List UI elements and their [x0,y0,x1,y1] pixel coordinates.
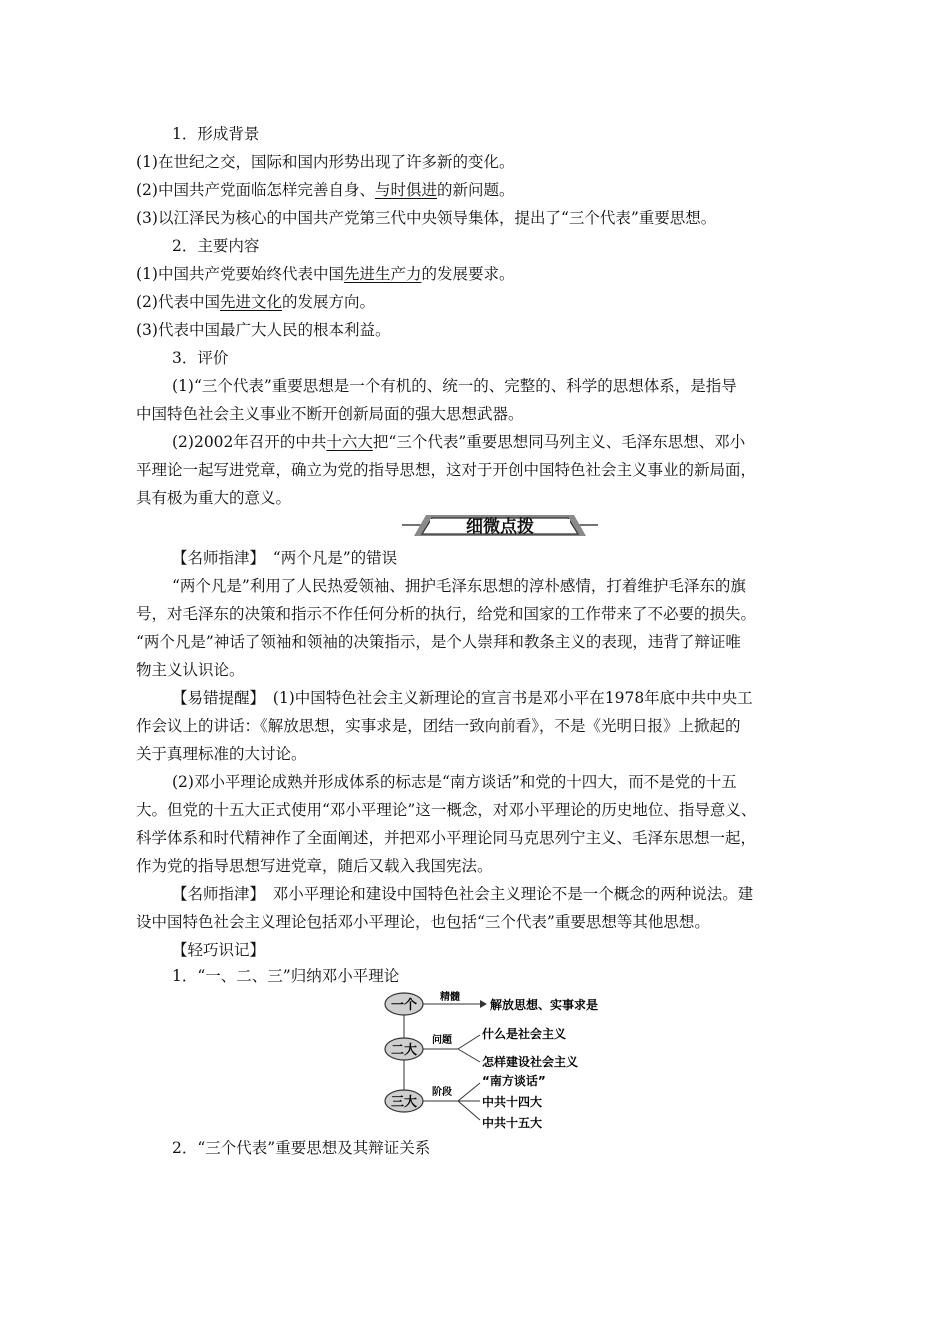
tip1-line-4: 物主义认识论。 [136,661,245,679]
memo-tag: 【轻巧识记】 [172,941,266,959]
diagram-target-1: 解放思想、实事求是 [490,998,599,1012]
memo-item-2: 2．“三个代表”重要思想及其辩证关系 [172,1139,431,1157]
tip2-line-3: 关于真理标准的大讨论。 [136,745,307,763]
svg-text:阶段: 阶段 [432,1087,452,1098]
tip-title: “两个凡是”的错误 [272,549,398,567]
content-point-1: (1)中国共产党要始终代表中国先进生产力的发展要求。 [136,265,515,283]
svg-text:问题: 问题 [432,1035,452,1046]
tip2-line-4: (2)邓小平理论成熟并形成体系的标志是“南方谈话”和党的十四大，而不是党的十五 [172,773,737,791]
svg-text:精髓: 精髓 [440,992,460,1003]
diagram-target-3b: 中共十四大 [482,1095,543,1109]
diagram-target-2b: 怎样建设社会主义 [482,1055,579,1069]
background-point-1: (1)在世纪之交，国际和国内形势出现了许多新的变化。 [136,153,515,171]
tip-tag: 【名师指津】 [172,549,258,567]
deng-theory-diagram [380,988,620,1134]
tip-tag: 【易错提醒】 [172,689,258,707]
evaluation-point-2-line-2: 平理论一起写进党章，确立为党的指导思想，这对于开创中国特色社会主义事业的新局面， [136,461,757,479]
tip-error-reminder: 【易错提醒】 (1)中国特色社会主义新理论的宣言书是邓小平在1978年底中共中央工 [172,689,753,707]
tip3-line-2: 设中国特色社会主义理论包括邓小平理论，也包括“三个代表”重要思想等其他思想。 [136,913,710,931]
tip2-line-7: 作为党的指导思想写进党章，随后又载入我国宪法。 [136,857,493,875]
tip1-line-2: 号，对毛泽东的决策和指示不作任何分析的执行，给党和国家的工作带来了不必要的损失。 [136,605,757,623]
tip1-line-3: “两个凡是”神话了领袖和领袖的决策指示，是个人崇拜和教条主义的表现，违背了辩证唯 [136,633,741,651]
evaluation-point-2-line-1: (2)2002年召开的中共十六大把“三个代表”重要思想同马列主义、毛泽东思想、邓小 [172,433,746,451]
tip2-line-2: 作会议上的讲话：《解放思想，实事求是，团结一致向前看》，不是《光明日报》上掀起的 [136,717,741,735]
evaluation-point-2-line-3: 具有极为重大的意义。 [136,489,292,507]
evaluation-point-1-line-2: 中国特色社会主义事业不断开创新局面的强大思想武器。 [136,405,524,423]
svg-text:三大: 三大 [390,1095,418,1110]
content-point-3: (3)代表中国最广大人民的根本利益。 [136,321,391,339]
underlined-term: 与时俱进 [374,181,437,199]
tip2-line-5: 大。但党的十五大正式使用“邓小平理论”这一概念，对邓小平理论的历史地位、指导意义、 [136,801,757,819]
section-heading-background: 1．形成背景 [172,125,260,143]
tip-famous-teacher-1 [172,548,397,568]
background-point-3: (3)以江泽民为核心的中国共产党第三代中央领导集体，提出了“三个代表”重要思想。 [136,209,717,227]
content-point-2: (2)代表中国先进文化的发展方向。 [136,293,375,311]
tip-tag: 【名师指津】 [172,885,258,903]
underlined-term: 十六大 [326,433,373,451]
diagram-target-3a: “南方谈话” [482,1074,546,1088]
svg-text:二大: 二大 [390,1043,418,1058]
tip2-line-6: 科学体系和时代精神作了全面阐述，并把邓小平理论同马克思列宁主义、毛泽东思想一起， [136,829,757,847]
tip1-line-1: “两个凡是”利用了人民热爱领袖、拥护毛泽东思想的淳朴感情，打着维护毛泽东的旗 [172,577,746,595]
memo-item-1: 1．“一、二、三”归纳邓小平理论 [172,967,400,985]
evaluation-point-1-line-1: (1)“三个代表”重要思想是一个有机的、统一的、完整的、科学的思想体系，是指导 [172,377,737,395]
underlined-term: 先进文化 [219,293,282,311]
diagram-target-3c: 中共十五大 [482,1116,543,1130]
tip-famous-teacher-2: 【名师指津】 邓小平理论和建设中国特色社会主义理论不是一个概念的两种说法。建 [172,885,754,903]
section-banner [400,510,600,540]
svg-text:一个: 一个 [390,998,418,1013]
section-heading-content: 2．主要内容 [172,237,260,255]
diagram-target-2a: 什么是社会主义 [482,1027,567,1041]
underlined-term: 先进生产力 [343,265,422,283]
banner-title: 细微点拨 [466,517,534,537]
section-heading-evaluation: 3．评价 [172,349,229,367]
background-point-2: (2)中国共产党面临怎样完善自身、与时俱进的新问题。 [136,181,515,199]
